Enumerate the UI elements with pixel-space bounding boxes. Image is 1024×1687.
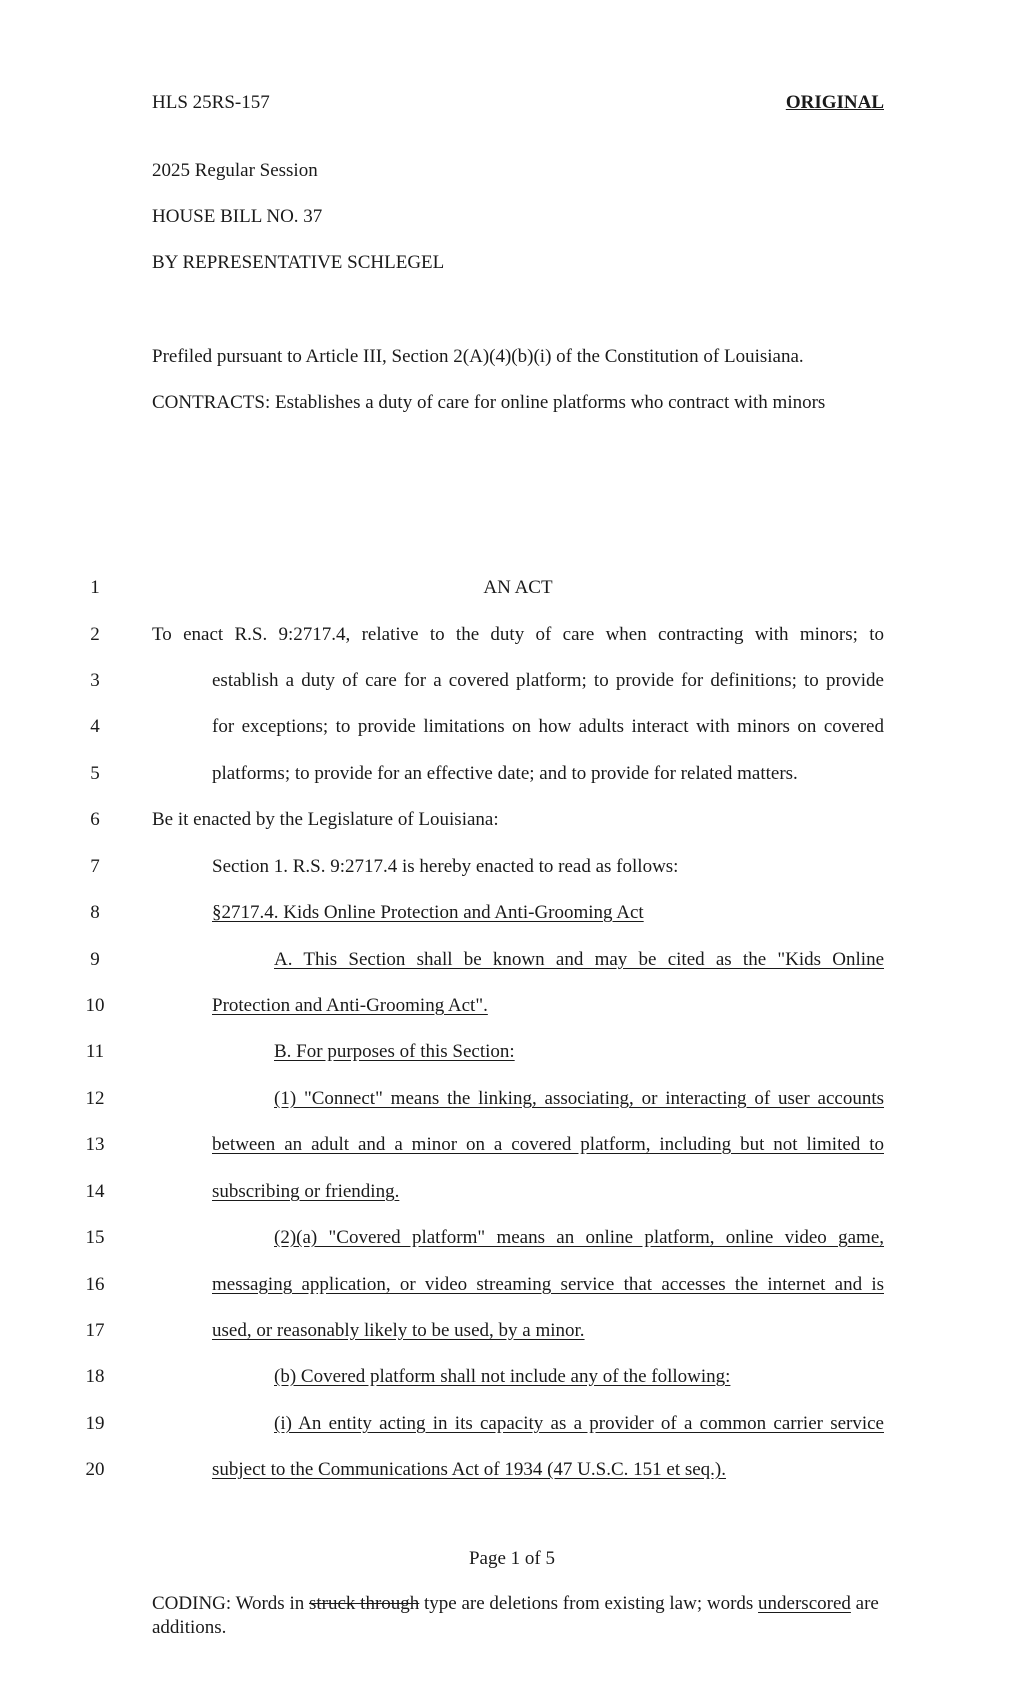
line-number: 3	[90, 670, 100, 691]
coding-prefix: CODING: Words in	[152, 1593, 309, 1614]
session: 2025 Regular Session	[152, 160, 318, 181]
line-number: 16	[85, 1274, 105, 1295]
body-line	[274, 1041, 884, 1063]
body-line: for exceptions; to provide limitations on how adults interact with minors on covered	[212, 716, 884, 737]
line-number: 8	[90, 902, 100, 923]
bill-number: HOUSE BILL NO. 37	[152, 206, 323, 227]
line-number: 4	[90, 716, 100, 737]
line-number: 19	[85, 1413, 105, 1434]
bill-code: HLS 25RS-157	[152, 92, 270, 113]
bill-status: ORIGINAL	[785, 92, 884, 113]
line-number: 11	[85, 1041, 105, 1062]
coding-underscored-example: underscored	[758, 1593, 851, 1614]
line-number: 17	[85, 1320, 105, 1341]
body-line-underlined: messaging application, or video streaming service that accesses the internet and is	[212, 1274, 884, 1295]
underlined-text: subject to the Communications Act of 1934 (47 U.S.C. 151 et seq.).	[212, 1459, 727, 1480]
body-line-underlined: (1) "Connect" means the linking, associating, or interacting of user accounts	[274, 1088, 884, 1109]
line-number: 12	[85, 1088, 105, 1109]
line-number: 13	[85, 1134, 105, 1155]
underlined-text: used, or reasonably likely to be used, by a minor.	[212, 1320, 585, 1341]
body-line: To enact R.S. 9:2717.4, relative to the duty of care when contracting with minors; to	[152, 624, 884, 645]
underlined-text: §2717.4. Kids Online Protection and Anti-Grooming Act	[212, 902, 644, 923]
body-line: Section 1. R.S. 9:2717.4 is hereby enacted to read as follows:	[212, 856, 679, 877]
coding-struck-example: struck through	[308, 1593, 420, 1614]
body-line-underlined: A. This Section shall be known and may be cited as the "Kids Online	[274, 949, 884, 970]
underlined-text: (b) Covered platform shall not include any of the following:	[274, 1366, 731, 1387]
line-number: 10	[85, 995, 105, 1016]
line-number: 7	[90, 856, 100, 877]
body-line: establish a duty of care for a covered platform; to provide for definitions; to provide	[212, 670, 884, 691]
body-line: Be it enacted by the Legislature of Louisiana:	[152, 809, 499, 830]
line-number: 15	[85, 1227, 105, 1248]
underlined-text: Protection and Anti-Grooming Act".	[212, 995, 488, 1016]
underlined-text: B. For purposes of this Section:	[274, 1041, 515, 1062]
line-number: 2	[90, 624, 100, 645]
section-heading	[212, 902, 884, 924]
body-line	[212, 1320, 884, 1342]
body-line: platforms; to provide for an effective date; and to provide for related matters.	[212, 763, 798, 784]
coding-middle: type are deletions from existing law; words	[419, 1593, 759, 1614]
line-number: 20	[85, 1459, 105, 1480]
body-line-underlined: (i) An entity acting in its capacity as a provider of a common carrier service	[274, 1413, 884, 1434]
page-number: Page 1 of 5	[468, 1548, 555, 1569]
act-title: AN ACT	[483, 577, 553, 598]
body-line	[212, 1459, 884, 1481]
body-line	[212, 995, 884, 1017]
digest: CONTRACTS: Establishes a duty of care for online platforms who contract with minors	[152, 392, 826, 413]
coding-suffix: are additions.	[152, 1593, 879, 1638]
body-line	[274, 1366, 884, 1388]
line-number: 1	[90, 577, 100, 598]
author: BY REPRESENTATIVE SCHLEGEL	[152, 252, 445, 273]
line-number: 14	[85, 1181, 105, 1202]
underlined-text: subscribing or friending.	[212, 1181, 400, 1202]
body-line-underlined: (2)(a) "Covered platform" means an online platform, online video game,	[274, 1227, 884, 1248]
line-number: 6	[90, 809, 100, 830]
coding-note	[152, 1592, 884, 1640]
line-number: 18	[85, 1366, 105, 1387]
body-line	[212, 1181, 884, 1203]
body-line-underlined: between an adult and a minor on a covered platform, including but not limited to	[212, 1134, 884, 1155]
line-number: 9	[90, 949, 100, 970]
prefiled-note: Prefiled pursuant to Article III, Section 2(A)(4)(b)(i) of the Constitution of Louisiana.	[152, 346, 804, 367]
line-number: 5	[90, 763, 100, 784]
